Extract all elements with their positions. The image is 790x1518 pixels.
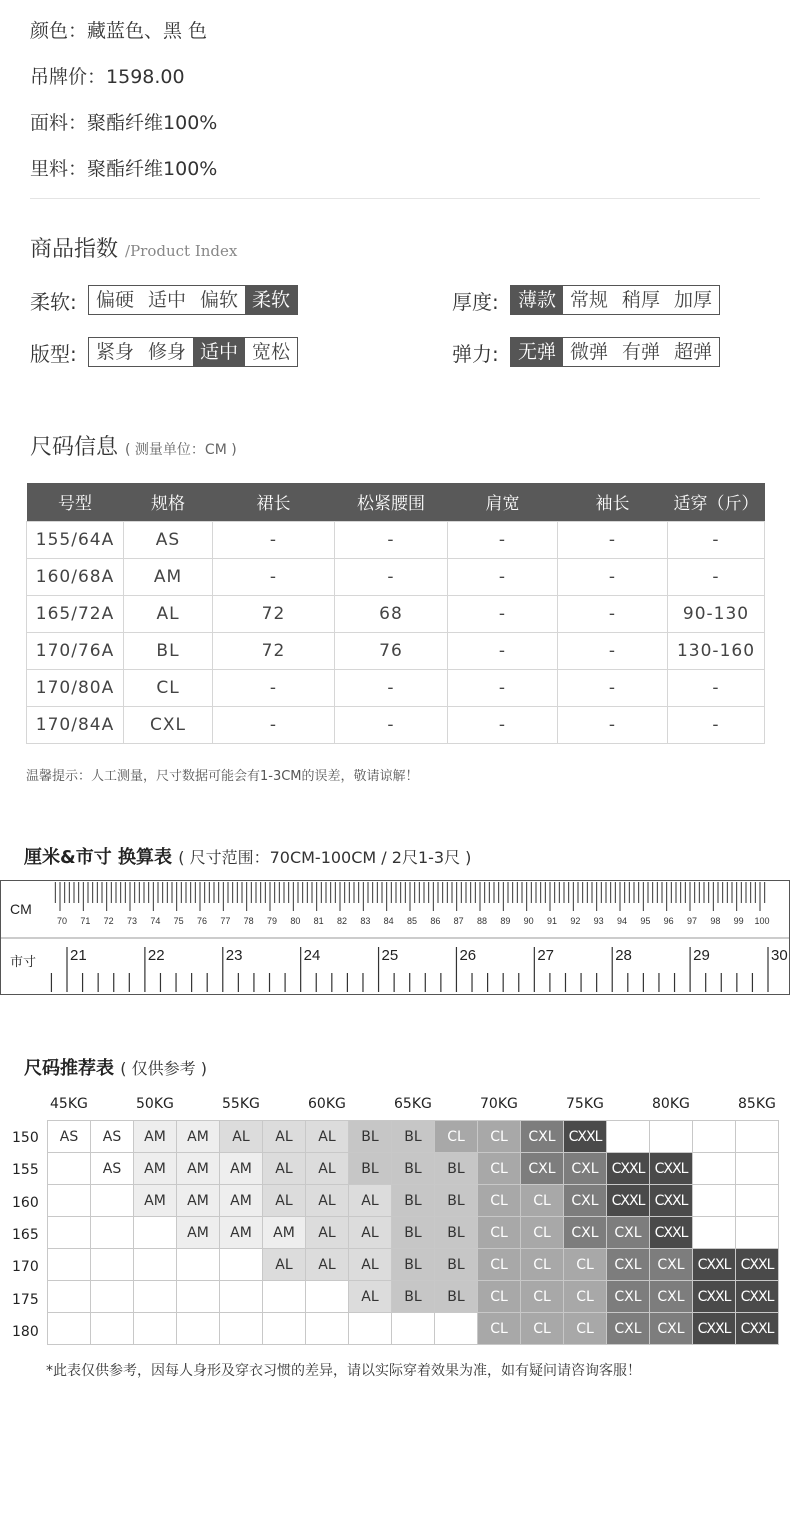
size-cell: - (335, 558, 448, 595)
recommend-cell: AL (263, 1249, 306, 1281)
ruler-cm-value: 91 (546, 916, 558, 926)
ruler-graphic (1, 881, 789, 994)
index-label: 柔软: (30, 289, 77, 314)
size-cell: - (668, 558, 765, 595)
size-cell: - (448, 632, 558, 669)
size-cell: 170/76A (27, 632, 124, 669)
recommend-cell (263, 1313, 306, 1345)
ruler-cun-value: 21 (70, 947, 87, 964)
recommend-cell (48, 1217, 91, 1249)
table-row (27, 706, 765, 743)
recommend-cell (736, 1153, 779, 1185)
recommend-cell (134, 1281, 177, 1313)
index-option: 适中 (148, 289, 187, 311)
table-row (27, 521, 765, 558)
recommend-cell (693, 1121, 736, 1153)
recommend-cell: CXL (607, 1249, 650, 1281)
recommend-cell: AM (177, 1153, 220, 1185)
size-cell: - (558, 558, 668, 595)
recommend-cell: BL (435, 1217, 478, 1249)
recommend-cell: CXL (521, 1121, 564, 1153)
index-subtitle: /Product Index (125, 242, 238, 260)
recommend-cell (48, 1281, 91, 1313)
ruler-cm-value: 80 (290, 916, 301, 926)
size-note: 温馨提示：人工测量，尺寸数据可能会有1-3CM的误差，敬请谅解！ (26, 769, 419, 784)
recommend-cell: CL (521, 1249, 564, 1281)
size-cell: - (668, 706, 765, 743)
size-cell: - (335, 521, 448, 558)
size-cell: - (558, 632, 668, 669)
size-cell: CXL (124, 706, 213, 743)
property-row (30, 62, 185, 89)
recommend-cell: CXXL (607, 1185, 650, 1217)
index-option: 修身 (148, 341, 187, 363)
recommend-cell: AM (134, 1153, 177, 1185)
table-row (27, 669, 765, 706)
index-option: 稍厚 (622, 289, 661, 311)
recommend-cell (220, 1249, 263, 1281)
recommend-cell: CXXL (693, 1313, 736, 1345)
ruler-cm-value: 96 (663, 916, 674, 926)
size-info-subtitle: ( 测量单位：CM ) (125, 442, 237, 458)
size-cell: - (558, 595, 668, 632)
recommend-cell (48, 1153, 91, 1185)
recommend-cell: CXXL (564, 1121, 607, 1153)
size-cell: - (213, 669, 335, 706)
height-label: 150 (12, 1130, 39, 1146)
recommend-cell: CXXL (650, 1153, 693, 1185)
index-row (452, 285, 720, 315)
size-header-cell: 袖长 (558, 483, 668, 521)
recommend-cell (220, 1313, 263, 1345)
recommend-cell: AL (263, 1185, 306, 1217)
size-cell: 160/68A (27, 558, 124, 595)
recommend-cell: AL (306, 1217, 349, 1249)
size-cell: AM (124, 558, 213, 595)
property-label: 里料： (30, 158, 88, 180)
ruler-cm-value: 70 (56, 916, 68, 926)
recommend-cell: CXL (521, 1153, 564, 1185)
recommend-cell (693, 1153, 736, 1185)
recommend-cell (306, 1281, 349, 1313)
recommend-cell: AM (220, 1217, 263, 1249)
recommend-cell: BL (435, 1281, 478, 1313)
recommend-cell: AL (306, 1121, 349, 1153)
size-cell: 165/72A (27, 595, 124, 632)
size-header-cell: 适穿（斤） (668, 483, 765, 521)
recommend-cell (48, 1313, 91, 1345)
ruler-cm-value: 93 (593, 916, 604, 926)
recommend-cell: CXL (650, 1281, 693, 1313)
ruler-cm-value: 72 (103, 916, 114, 926)
size-info-title-text: 尺码信息 (30, 435, 119, 460)
size-info-title (30, 430, 237, 461)
recommend-cell: CXXL (650, 1185, 693, 1217)
index-options (88, 285, 298, 315)
recommend-cell: AL (263, 1121, 306, 1153)
recommend-cell: CL (521, 1281, 564, 1313)
recommend-cell: CL (478, 1313, 521, 1345)
kg-label: 70KG (480, 1096, 518, 1112)
ruler-cm-value: 71 (80, 916, 91, 926)
recommend-cell: BL (392, 1121, 435, 1153)
ruler-cm-value: 86 (430, 916, 441, 926)
size-table (26, 483, 765, 744)
index-option-selected: 无弹 (511, 338, 563, 366)
recommend-cell: AL (349, 1249, 392, 1281)
recommend-cell: CXXL (736, 1313, 779, 1345)
recommend-cell: CL (564, 1249, 607, 1281)
ruler-cm-value: 85 (406, 916, 418, 926)
recommend-cell (736, 1217, 779, 1249)
recommend-cell (650, 1121, 693, 1153)
size-cell: 155/64A (27, 521, 124, 558)
recommend-cell: BL (392, 1217, 435, 1249)
recommend-cell: BL (435, 1185, 478, 1217)
size-cell: - (558, 669, 668, 706)
recommend-cell: AS (91, 1121, 134, 1153)
recommend-cell (306, 1313, 349, 1345)
property-row (30, 154, 217, 181)
index-option: 偏硬 (96, 289, 135, 311)
recommend-cell (48, 1185, 91, 1217)
ruler-title (24, 843, 471, 869)
size-cell: - (448, 706, 558, 743)
height-label: 175 (12, 1291, 39, 1308)
size-cell: - (448, 595, 558, 632)
recommend-cell (134, 1313, 177, 1345)
recommend-cell: CXXL (693, 1281, 736, 1313)
recommend-cell (177, 1313, 220, 1345)
recommend-cell: CXL (564, 1153, 607, 1185)
recommend-cell: CL (478, 1153, 521, 1185)
property-value: 聚酯纤维100% (87, 112, 218, 134)
recommend-cell: BL (392, 1185, 435, 1217)
recommend-cell (177, 1249, 220, 1281)
size-cell: 90-130 (668, 595, 765, 632)
recommend-cell: AM (134, 1185, 177, 1217)
recommend-cell (693, 1185, 736, 1217)
recommend-cell: CL (478, 1281, 521, 1313)
index-title (30, 232, 237, 263)
ruler-cun-value: 26 (459, 947, 477, 964)
recommend-cell: CXL (564, 1185, 607, 1217)
size-cell: - (213, 558, 335, 595)
recommend-cell: CXXL (736, 1249, 779, 1281)
size-cell: 170/84A (27, 706, 124, 743)
ruler-cun-value: 23 (225, 947, 243, 964)
recommend-cell: AM (177, 1217, 220, 1249)
ruler-cm-value: 90 (523, 916, 534, 926)
ruler-cun-label: 市寸 (10, 954, 37, 969)
recommend-cell: CXL (650, 1249, 693, 1281)
size-cell: - (213, 521, 335, 558)
size-cell: - (335, 706, 448, 743)
kg-label: 85KG (738, 1096, 776, 1112)
recommend-cell: AL (220, 1121, 263, 1153)
recommend-cell: AM (220, 1153, 263, 1185)
index-option-selected: 薄款 (511, 286, 563, 314)
size-cell: - (448, 521, 558, 558)
recommend-cell: CL (478, 1121, 521, 1153)
recommend-cell: AL (306, 1249, 349, 1281)
ruler-cm-value: 73 (126, 916, 138, 926)
index-option: 紧身 (96, 341, 135, 363)
size-header-cell: 肩宽 (448, 483, 558, 521)
height-label: 180 (12, 1323, 39, 1340)
property-row (30, 16, 207, 43)
size-cell: - (668, 669, 765, 706)
recommend-cell (349, 1313, 392, 1345)
property-label: 面料： (30, 112, 88, 134)
table-row (48, 1185, 779, 1217)
recommend-cell (91, 1249, 134, 1281)
ruler-title-text: 厘米&市寸 换算表 (24, 847, 172, 868)
recommend-cell: CL (564, 1313, 607, 1345)
ruler-cm-value: 79 (266, 916, 278, 926)
index-option: 加厚 (674, 289, 713, 311)
recommend-cell (91, 1185, 134, 1217)
size-header-cell: 松紧腰围 (335, 483, 448, 521)
ruler-cm-value: 95 (640, 916, 651, 926)
recommend-cell: CXXL (693, 1249, 736, 1281)
ruler-cun-value: 24 (303, 947, 321, 964)
recommend-cell: AL (349, 1281, 392, 1313)
ruler-cm-value: 94 (616, 916, 628, 926)
ruler-cm-value: 98 (710, 916, 721, 926)
recommend-cell: AM (263, 1217, 306, 1249)
property-label: 颜色： (30, 20, 88, 42)
index-option: 宽松 (252, 341, 291, 363)
index-option: 有弹 (622, 341, 661, 363)
ruler-cm-value: 83 (360, 916, 371, 926)
recommend-subtitle: ( 仅供参考 ) (120, 1059, 207, 1078)
recommend-cell: BL (435, 1153, 478, 1185)
index-label: 厚度: (452, 289, 499, 314)
size-cell: - (448, 669, 558, 706)
ruler-cun-value: 25 (381, 947, 399, 964)
size-cell: AL (124, 595, 213, 632)
kg-label: 75KG (566, 1096, 604, 1112)
property-value: 藏蓝色、黑 色 (87, 20, 208, 42)
ruler-cm-value: 82 (336, 916, 348, 926)
size-cell: BL (124, 632, 213, 669)
recommend-cell: CXL (564, 1217, 607, 1249)
size-cell: - (448, 558, 558, 595)
divider (30, 198, 760, 199)
ruler-subtitle: ( 尺寸范围：70CM-100CM / 2尺1-3尺 ) (178, 848, 472, 867)
recommend-cell: BL (349, 1153, 392, 1185)
index-option: 常规 (570, 289, 609, 311)
height-label: 160 (12, 1194, 39, 1211)
recommend-cell: CXXL (650, 1217, 693, 1249)
recommend-cell (736, 1185, 779, 1217)
index-option: 超弹 (674, 341, 713, 363)
recommend-cell (435, 1313, 478, 1345)
index-row (30, 285, 298, 315)
height-label: 170 (12, 1259, 39, 1276)
recommend-cell: CL (521, 1313, 564, 1345)
ruler-cun-value: 22 (147, 947, 165, 964)
ruler-cm-value: 75 (173, 916, 184, 926)
ruler-cm-value: 89 (500, 916, 511, 926)
size-cell: CL (124, 669, 213, 706)
index-option: 偏软 (200, 289, 239, 311)
recommend-cell (736, 1121, 779, 1153)
index-option-selected: 柔软 (245, 286, 297, 314)
table-row (27, 595, 765, 632)
size-header-cell: 规格 (124, 483, 213, 521)
recommend-cell (91, 1217, 134, 1249)
ruler-cun-value: 30 (771, 947, 788, 964)
ruler-cm-value: 77 (220, 916, 231, 926)
table-row (27, 558, 765, 595)
recommend-cell: CL (521, 1217, 564, 1249)
ruler-cm-label: CM (10, 901, 32, 917)
index-label: 弹力: (452, 341, 499, 366)
recommend-cell (220, 1281, 263, 1313)
recommend-cell: BL (392, 1153, 435, 1185)
size-cell: 72 (213, 632, 335, 669)
size-cell: - (668, 521, 765, 558)
recommend-cell: AS (48, 1121, 91, 1153)
recommend-cell: AM (220, 1185, 263, 1217)
size-cell: - (335, 669, 448, 706)
ruler-cm-value: 81 (313, 916, 324, 926)
recommend-cell: AM (177, 1121, 220, 1153)
recommend-cell: AL (306, 1153, 349, 1185)
recommend-cell: AS (91, 1153, 134, 1185)
size-cell: 170/80A (27, 669, 124, 706)
index-options (510, 285, 720, 315)
height-label: 165 (12, 1226, 39, 1243)
table-row (48, 1249, 779, 1281)
property-row (30, 108, 217, 135)
recommend-cell (693, 1217, 736, 1249)
recommend-cell (91, 1313, 134, 1345)
property-value: 1598.00 (106, 66, 185, 88)
recommend-cell: CXXL (736, 1281, 779, 1313)
recommend-cell: CXXL (607, 1153, 650, 1185)
table-row (27, 632, 765, 669)
table-row (48, 1153, 779, 1185)
recommend-cell: CXL (607, 1313, 650, 1345)
ruler-cm-value: 76 (196, 916, 208, 926)
recommend-cell: BL (435, 1249, 478, 1281)
table-row (48, 1217, 779, 1249)
index-option: 微弹 (570, 341, 609, 363)
index-options (510, 337, 720, 367)
recommend-cell: CXL (650, 1313, 693, 1345)
ruler-cm-value: 88 (476, 916, 488, 926)
property-value: 聚酯纤维100% (87, 158, 218, 180)
recommend-cell (607, 1121, 650, 1153)
kg-label: 55KG (222, 1096, 260, 1112)
ruler-cun-value: 29 (693, 947, 710, 964)
recommend-cell: CL (564, 1281, 607, 1313)
ruler-cun-value: 28 (615, 947, 632, 964)
size-header-cell: 裙长 (213, 483, 335, 521)
recommend-cell (134, 1217, 177, 1249)
kg-label: 65KG (394, 1096, 432, 1112)
recommend-cell (177, 1281, 220, 1313)
size-cell: 68 (335, 595, 448, 632)
property-label: 吊牌价： (30, 66, 107, 88)
recommend-cell: AL (263, 1153, 306, 1185)
table-row (48, 1281, 779, 1313)
table-row (48, 1121, 779, 1153)
size-cell: 72 (213, 595, 335, 632)
ruler-cm-value: 78 (243, 916, 254, 926)
recommend-cell (263, 1281, 306, 1313)
height-label: 155 (12, 1162, 39, 1179)
ruler-cm-value: 97 (686, 916, 698, 926)
recommend-cell: BL (392, 1281, 435, 1313)
recommend-cell: CL (478, 1217, 521, 1249)
kg-label: 45KG (50, 1096, 88, 1112)
recommend-cell: AL (349, 1185, 392, 1217)
kg-label: 60KG (308, 1096, 346, 1112)
size-cell: - (558, 521, 668, 558)
index-row (452, 337, 720, 367)
ruler-cm-value: 87 (453, 916, 464, 926)
ruler-cun-value: 27 (537, 947, 555, 964)
recommend-cell: CL (478, 1185, 521, 1217)
recommend-cell (48, 1249, 91, 1281)
index-label: 版型: (30, 341, 77, 366)
ruler (0, 880, 790, 995)
size-cell: 76 (335, 632, 448, 669)
recommend-title (24, 1054, 207, 1080)
recommend-title-text: 尺码推荐表 (24, 1058, 114, 1079)
table-row (48, 1313, 779, 1345)
recommend-cell (392, 1313, 435, 1345)
kg-label: 50KG (136, 1096, 174, 1112)
index-row (30, 337, 298, 367)
recommend-cell: CL (478, 1249, 521, 1281)
ruler-cm-value: 84 (383, 916, 394, 926)
ruler-cm-value: 99 (733, 916, 744, 926)
size-cell: - (558, 706, 668, 743)
recommend-cell: CXL (607, 1281, 650, 1313)
recommend-cell: AL (349, 1217, 392, 1249)
kg-label: 80KG (652, 1096, 690, 1112)
size-header-cell: 号型 (27, 483, 124, 521)
size-cell: AS (124, 521, 213, 558)
recommend-cell: CL (435, 1121, 478, 1153)
size-cell: 130-160 (668, 632, 765, 669)
recommend-cell: CXL (607, 1217, 650, 1249)
recommend-cell: CL (521, 1185, 564, 1217)
recommend-cell: AM (177, 1185, 220, 1217)
ruler-cm-value: 92 (570, 916, 581, 926)
index-option-selected: 适中 (193, 338, 245, 366)
recommend-cell (91, 1281, 134, 1313)
recommend-cell: AL (306, 1185, 349, 1217)
recommend-note: *此表仅供参考，因每人身形及穿衣习惯的差异，请以实际穿着效果为准，如有疑问请咨询客服！ (46, 1363, 641, 1379)
recommend-cell: BL (349, 1121, 392, 1153)
index-title-text: 商品指数 (30, 237, 119, 262)
recommend-cell: AM (134, 1121, 177, 1153)
index-options (88, 337, 298, 367)
ruler-cm-value: 74 (150, 916, 161, 926)
ruler-cm-value: 100 (754, 916, 770, 926)
size-cell: - (213, 706, 335, 743)
recommend-table (47, 1120, 779, 1345)
recommend-cell (134, 1249, 177, 1281)
recommend-cell: BL (392, 1249, 435, 1281)
